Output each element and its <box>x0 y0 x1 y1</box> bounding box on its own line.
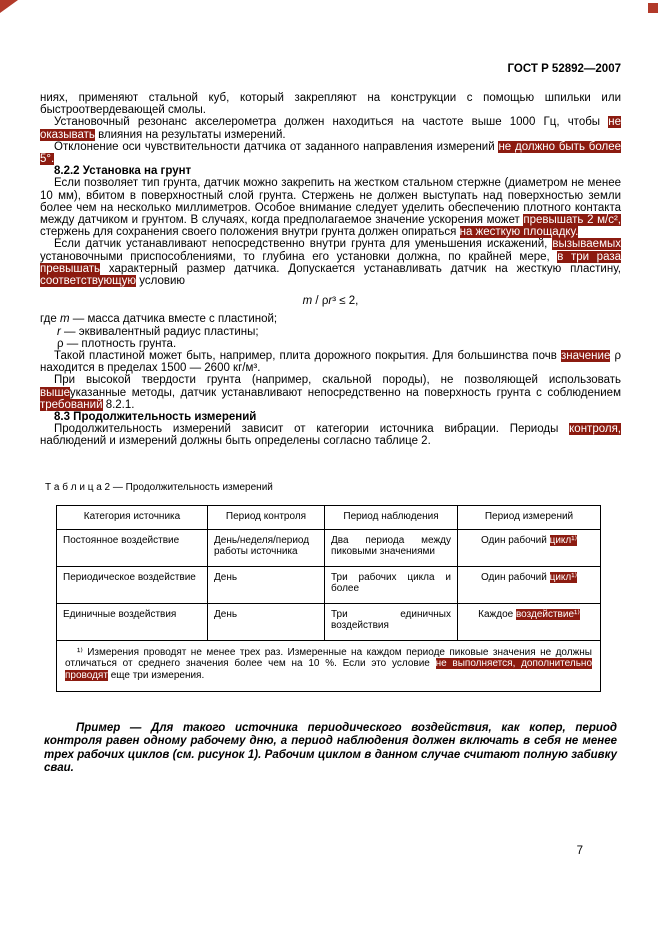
column-header: Период измерений <box>458 505 601 529</box>
text-run: Если датчик устанавливают непосредственно внутри грунта для уменьшения искажений, <box>54 238 553 251</box>
paragraph <box>40 116 621 140</box>
text-run: r <box>57 325 61 338</box>
highlight-mark: в три раза превышать <box>40 250 622 275</box>
table-cell <box>57 529 208 566</box>
text-run: Продолжительность измерений зависит от категории источника вибрации. Периоды <box>54 423 570 436</box>
text-run: Установочный резонанс акселерометра должен находиться на частоте выше 1000 Гц, чтобы <box>54 116 609 129</box>
text-run: r <box>328 295 333 308</box>
table-cell <box>325 603 458 640</box>
text-run: 8.2.1. <box>102 398 135 411</box>
table-cell <box>325 529 458 566</box>
column-header: Период контроля <box>208 505 325 529</box>
section-heading-8-3 <box>40 411 621 423</box>
text-run: / ρ <box>312 295 329 308</box>
paragraph <box>40 423 621 447</box>
paragraph <box>40 374 621 411</box>
text-run: Если позволяет тип грунта, датчик можно закрепить на жестком стальном стержне (диаметром не менее 10 мм), вбитом в поверхностный слой грунта. Стержень не должен выступать над поверхностью земли более чем на несколько миллиметров. Особое внимание следует уделить обеспечению плотного контакта между датчиком и грунтом. В случаях, когда предполагаемое значение ускорения может <box>40 177 621 227</box>
text-run: 8.2.2 Установка на грунт <box>54 165 192 178</box>
text-run: ³ ≤ 2, <box>332 295 359 308</box>
text-run: ρ — плотность грунта. <box>57 337 177 350</box>
table-cell <box>208 603 325 640</box>
highlight-mark: значение <box>561 350 611 363</box>
text-run: ρ находится в пределах 1500 — 2600 кг/м³. <box>40 350 621 375</box>
text-run: При высокой твердости грунта (например, скальной породы), не позволяющей использовать <box>54 374 621 387</box>
definition-line <box>40 326 621 338</box>
text-run: Периодическое воздействие <box>63 571 196 583</box>
highlight-mark: не оказывать <box>40 116 621 141</box>
text-run: 8.3 Продолжительность измерений <box>54 411 257 424</box>
highlight-mark: превышать 2 м/с², <box>523 214 621 227</box>
text-run: День <box>214 571 238 583</box>
highlight-mark: на жесткую площадку. <box>459 226 579 239</box>
table-cell <box>458 566 601 603</box>
page-number: 7 <box>576 845 583 857</box>
definition-line <box>40 313 621 325</box>
text-run: День/неделя/период работы источника <box>214 534 310 558</box>
document-header <box>40 63 621 75</box>
document-body <box>40 92 621 448</box>
text-run: ниях, применяют стальной куб, который закрепляют на конструкции с помощью шпильки или быстроотвердевающей смолы. <box>40 92 621 117</box>
paragraph <box>40 238 621 287</box>
table-cell <box>208 529 325 566</box>
table-cell <box>325 566 458 603</box>
text-run: Каждое <box>478 608 516 620</box>
text-run: Постоянное воздействие <box>63 534 180 546</box>
text-run: наблюдений и измерений должны быть определены согласно таблице 2. <box>40 435 431 448</box>
text-run: стержень для сохранения своего положения внутри грунта должен опираться <box>40 226 460 239</box>
table-cell <box>57 566 208 603</box>
text-run: m <box>59 313 70 326</box>
text-run: m <box>302 295 313 308</box>
table-cell <box>57 603 208 640</box>
highlight-mark: вызываемых <box>552 238 621 251</box>
table-footnote-row <box>57 640 601 692</box>
text-run: влияния на результаты измерений. <box>94 128 286 141</box>
text-run: День <box>214 608 238 620</box>
highlight-mark: требований <box>40 398 103 411</box>
paragraph-continuation <box>40 92 621 116</box>
text-run: Единичные воздействия <box>63 608 177 620</box>
table-header-row <box>57 505 601 529</box>
text-run: Три единичных воздействия <box>331 608 451 632</box>
table-cell <box>458 603 601 640</box>
paragraph <box>40 177 621 238</box>
table-row <box>57 566 601 603</box>
text-run: установочными приспособлениями, то глубина его установки должна, по крайней мере, <box>40 250 558 263</box>
text-run: — масса датчика вместе с пластиной; <box>69 313 278 326</box>
highlight-mark: не должно быть более 5°. <box>40 140 621 166</box>
text-run: Один рабочий <box>480 534 550 546</box>
section-heading-8-2-2 <box>40 165 621 177</box>
text-run: еще три измерения. <box>107 669 205 681</box>
definition-line <box>40 338 621 350</box>
table-row <box>57 603 601 640</box>
table-cell <box>208 566 325 603</box>
corner-mark-top-right <box>648 3 658 13</box>
text-run: Один рабочий <box>480 571 550 583</box>
text-run: указанные методы, датчик устанавливают непосредственно на поверхность грунта с соблюдением <box>69 386 621 399</box>
text-run: Три рабочих цикла и более <box>331 571 451 595</box>
table-block <box>40 482 621 693</box>
highlight-mark: цикл¹⁾ <box>549 534 578 546</box>
text-run: Такой пластиной может быть, например, плита дорожного покрытия. Для большинства почв <box>54 350 562 363</box>
table-footnote <box>57 640 601 692</box>
highlight-mark: воздействие¹⁾ <box>515 608 580 620</box>
highlight-mark: контроля, <box>569 423 621 436</box>
paragraph <box>40 141 621 165</box>
table-row <box>57 529 601 566</box>
highlight-mark: цикл¹⁾ <box>549 571 578 583</box>
highlight-mark: соответствующую <box>40 275 137 288</box>
text-run: характерный размер датчика. Допускается устанавливать датчик на жесткую пластину, <box>100 262 621 275</box>
highlight-mark: выше <box>40 386 70 399</box>
paragraph <box>40 350 621 374</box>
standard-number: ГОСТ Р 52892—2007 <box>507 63 621 75</box>
column-header: Категория источника <box>57 505 208 529</box>
text-run: условию <box>136 275 186 288</box>
duration-table <box>56 505 601 693</box>
column-header: Период наблюдения <box>325 505 458 529</box>
text-run: — эквивалентный радиус пластины; <box>60 325 259 338</box>
text-run: Два периода между пиковыми значениями <box>331 534 451 558</box>
table-cell <box>458 529 601 566</box>
table-caption: Т а б л и ц а 2 — Продолжительность измерений <box>45 481 273 493</box>
corner-mark-top-left <box>0 0 18 13</box>
highlight-mark: не выполняется, дополнительно проводят <box>65 658 593 681</box>
content-area <box>40 92 621 775</box>
text-run: ¹⁾ Измерения проводят не менее трех раз. Измеренные на каждом периоде пиковые значения не должны отличаться от среднего значения более чем на 10 %. Если это условие <box>65 646 592 670</box>
example-paragraph: Пример — Для такого источника периодического воздействия, как копер, период контроля равен одному рабочему дню, а период наблюдения должен включать в себя не менее трех рабочих циклов (см. рисунок 1). Рабочим циклом в данном случае считают полную забивку сваи. <box>44 722 617 774</box>
formula <box>40 295 621 307</box>
text-run: Отклонение оси чувствительности датчика от заданного направления измерений <box>54 140 499 153</box>
text-run: где <box>40 313 60 326</box>
